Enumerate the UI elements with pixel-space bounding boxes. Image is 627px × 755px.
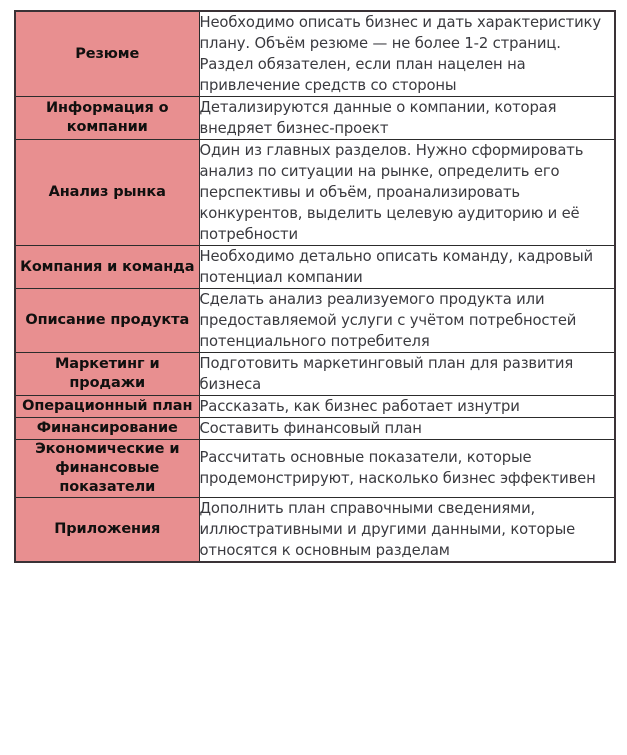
table-row	[15, 396, 615, 418]
section-name-cell	[15, 97, 199, 140]
table-row	[15, 140, 615, 246]
section-description-text: Подготовить маркетинговый план для развития бизнеса	[199, 355, 574, 393]
section-name-cell	[15, 246, 199, 289]
section-description-text: Сделать анализ реализуемого продукта или предоставляемой услуги с учётом потребностей потенциального потребителя	[199, 291, 577, 350]
section-description-text: Детализируются данные о компании, которая внедряет бизнес-проект	[199, 99, 557, 137]
table-body	[15, 11, 615, 562]
section-description-cell	[199, 440, 615, 498]
section-description-cell	[199, 418, 615, 440]
section-name-label: Маркетинг и продажи	[54, 356, 160, 391]
section-name-label: Информация о компании	[45, 100, 169, 135]
section-description-text: Дополнить план справочными сведениями, иллюстративными и другими данными, которые относятся к основным разделам	[199, 499, 576, 559]
section-name-label: Приложения	[54, 520, 161, 537]
section-description-text: Составить финансовый план	[199, 420, 422, 437]
section-description-cell	[199, 97, 615, 140]
table-row	[15, 440, 615, 498]
section-name-cell	[15, 289, 199, 353]
section-name-cell	[15, 353, 199, 396]
section-name-cell	[15, 140, 199, 246]
section-name-label: Анализ рынка	[48, 184, 166, 201]
section-description-text: Необходимо детально описать команду, кадровый потенциал компании	[199, 248, 593, 286]
table-row	[15, 353, 615, 396]
section-description-cell	[199, 289, 615, 353]
section-name-cell	[15, 440, 199, 498]
table-row	[15, 418, 615, 440]
section-description-cell	[199, 246, 615, 289]
table-row	[15, 11, 615, 97]
table-row	[15, 497, 615, 562]
section-description-text: Рассчитать основные показатели, которые продемонстрируют, насколько бизнес эффективен	[199, 449, 596, 488]
table-row	[15, 289, 615, 353]
section-name-cell	[15, 396, 199, 418]
section-description-text: Один из главных разделов. Нужно сформировать анализ по ситуации на рынке, определить его перспективы и объём, проанализировать конкурентов, выделить целевую аудиторию и её потребности	[199, 142, 584, 243]
section-name-label: Резюме	[75, 45, 140, 62]
business-plan-structure-table	[14, 10, 616, 563]
section-description-text: Необходимо описать бизнес и дать характеристику плану. Объём резюме — не более 1-2 страниц. Раздел обязателен, если план нацелен на привлечение средств со стороны	[199, 14, 601, 94]
section-description-text: Рассказать, как бизнес работает изнутри	[199, 398, 520, 415]
section-description-cell	[199, 353, 615, 396]
section-name-cell	[15, 497, 199, 562]
section-name-label: Компания и команда	[20, 258, 195, 275]
table-row	[15, 97, 615, 140]
section-description-cell	[199, 11, 615, 97]
table-row	[15, 246, 615, 289]
section-name-label: Операционный план	[22, 398, 193, 415]
section-description-cell	[199, 497, 615, 562]
section-name-cell	[15, 11, 199, 97]
section-name-label: Описание продукта	[25, 312, 190, 329]
section-name-cell	[15, 418, 199, 440]
section-name-label: Экономические и финансовые показатели	[35, 441, 180, 495]
section-name-label: Финансирование	[36, 420, 178, 437]
section-description-cell	[199, 140, 615, 246]
section-description-cell	[199, 396, 615, 418]
